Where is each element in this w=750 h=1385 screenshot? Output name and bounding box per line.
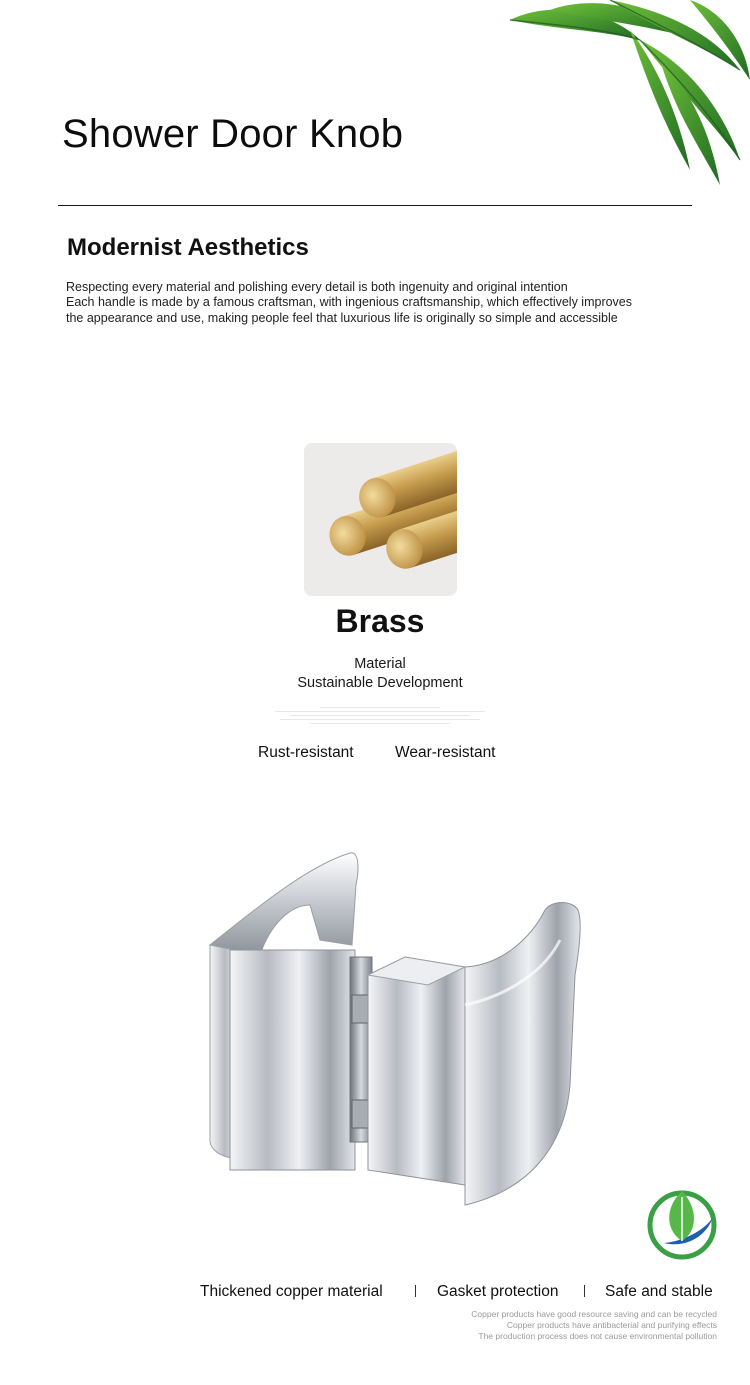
material-tagline: Sustainable Development xyxy=(297,675,463,691)
brass-rods-image xyxy=(304,443,457,596)
intro-line: Each handle is made by a famous craftsman, with ingenious craftsmanship, which effectively improves xyxy=(66,295,633,309)
feature-rust-resistant: Rust-resistant xyxy=(258,744,354,761)
feature-gasket-protection: Gasket protection xyxy=(437,1283,559,1300)
intro-line: the appearance and use, making people feel that luxurious life is originally so simple and accessible xyxy=(66,311,618,325)
divider xyxy=(58,205,692,206)
footnote: Copper products have antibacterial and purifying effects xyxy=(506,1320,717,1330)
feature-thickened-copper: Thickened copper material xyxy=(200,1283,383,1300)
eco-leaf-icon xyxy=(644,1183,720,1263)
footnote: The production process does not cause environmental pollution xyxy=(478,1331,717,1341)
shower-door-knob-image xyxy=(200,845,590,1230)
page-title: Shower Door Knob xyxy=(62,112,404,156)
feature-safe-and-stable: Safe and stable xyxy=(605,1283,713,1300)
fine-print-decoration xyxy=(268,704,492,730)
separator xyxy=(415,1285,416,1297)
palm-leaves-icon xyxy=(490,0,750,190)
feature-wear-resistant: Wear-resistant xyxy=(395,744,496,761)
material-name: Brass xyxy=(335,603,425,639)
section-heading: Modernist Aesthetics xyxy=(67,234,309,261)
separator xyxy=(584,1285,585,1297)
intro-line: Respecting every material and polishing every detail is both ingenuity and original intention xyxy=(66,280,568,294)
footnote: Copper products have good resource saving and can be recycled xyxy=(471,1309,717,1319)
material-label: Material xyxy=(354,656,406,672)
